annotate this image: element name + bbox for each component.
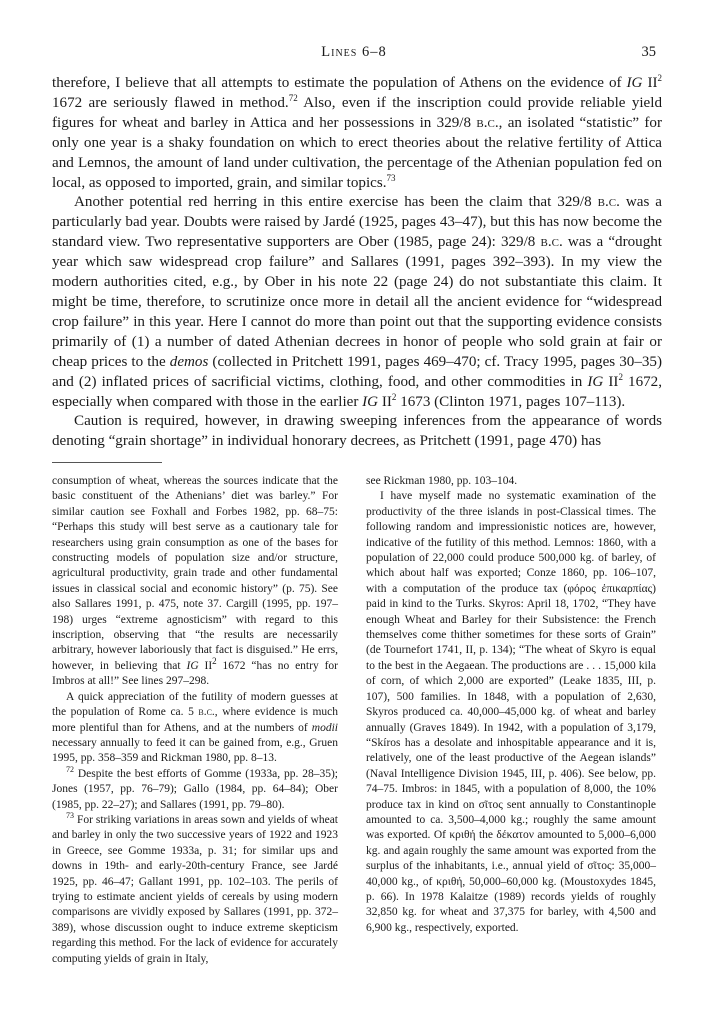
era-abbrev: b.c. [198, 706, 215, 719]
footnote-paragraph: I have myself made no systematic examination of the productivity of the three islands in post-Classical times. The following random and impressionistic notices are, however, indicative of the futility of this method. Lemnos: 1860, with a population of 22,000 could produce 500,000 kg. of barley, of which about half was exported; Conze 1860, pp. 106–107, with a computation of the produce tax (φόρος ἐπικαρπίας) paid in kind to the Turks. Skyros: April 18, 1702, “They have enough Wheat and Barley for their Subsistence: the French themselves come thither sometimes for these sorts of Grain” (de Tournefort 1741, II, p. 134); “The wheat of Skyro is equal to the best in the Aegaean. The productions are . . . 15,000 kila of corn, of which 2,000 are exported” (Leake 1835, III, p. 107), 500 families. In 1848, with a population of 2,630, Skyros produced ca. 40,000–45,000 kg. of wheat and barley annually (Graves 1849). In 1942, with a population of 3,179, “Skíros has a desolate and inhospitable appearance and it is, relatively, one of the least productive of the Aegean islands” (Naval Intelligence Division 1945, III, p. 406). See below, pp. 74–75. Imbros: in 1845, with a population of 8,000, the 10% produce tax in kind on σῖτος sent annually to Constantinople amounted to ca. 3,500–4,000 kg.; roughly the same amount was exported. Of κριθή the δέκατον amounted to 5,000–6,000 kg. and again roughly the same amount was exported from the surplus of the inhabitants, i.e., annual yield of σῖτος: 35,000–40,000 kg., of κριθή, 50,000–60,000 kg. (Moustoxydes 1845, p. 66). In 1978 Kalaitze (1989) records yields of roughly 32,850 kg. for wheat and 37,375 for barley, with 4,500 and 6,900 kg., respectively, exported. [366, 490, 656, 934]
era-abbrev: b.c. [540, 234, 563, 251]
demos-term: demos [169, 353, 209, 370]
modii-term: modii [311, 721, 338, 734]
footnotes-right-column [366, 474, 656, 936]
inscription-ref: IG [587, 373, 604, 390]
era-abbrev: b.c. [597, 194, 620, 211]
footnote-divider [52, 462, 162, 463]
footnote-72: $^{72}$ Despite the best efforts of Gomme (1933a, pp. 28–35); Jones (1957, pp. 76–79); Gallo (1984, pp. 64–84); Ober (1985, pp. 22–27); and Sallares (1991, pp. 79–80). [52, 764, 338, 811]
inscription-ref: IG [362, 393, 379, 410]
superscript: 2 [212, 656, 217, 667]
footnote-continuation: see Rickman 1980, pp. 103–104. [366, 475, 518, 487]
footnote-continuation: consumption of wheat, whereas the sources indicate that the basic constituent of the Athenians’ diet was barley.” For similar caution see Foxhall and Forbes 1982, pp. 68–75: “Perhaps this study will best serve as a cautionary tale for researchers using grain consumption as one of the bases for constructing models of population size and/or structure, agricultural productivity, grain trade and other fundamental issues in classical social and economic history” (p. 75). See also Sallares 1991, p. 475, note 37. Cargill (1995, pp. 197–198) urges “extreme agnosticism” with regard to this inscription, observing that “the results are necessarily arbitrary, however laboriously that fact is disguised.” He errs, however, in believing that IG $II^2$ 1672 “has no entry for Imbros at all!” See lines 297–298. [52, 475, 338, 688]
footnote-number: 73 [66, 811, 74, 821]
footnote-73: $^{73}$ For striking variations in areas sown and yields of wheat and barley in only the two successive years of 1922 and 1923 in Greece, see Gomme 1933a, p. 31; for similar ups and downs in 19th- and early-20th-century France, see Jardé 1925, pp. 46–47; Gallant 1991, pp. 102–103. The perils of trying to estimate ancient yields of cereals by using modern comparisons are vividly exposed by Sallares (1991, pp. 372–389), whose discussion ought to induce extreme skepticism regarding this method. For the lack of evidence for accurately computing yields of grain in Italy, [52, 811, 338, 965]
inscription-ref: IG [626, 75, 643, 91]
body-paragraph-1: therefore, I believe that all attempts to estimate the population of Athens on the evidence of IG $II^2$ 1672 are seriously flawed in method.$^{72}$ Also, even if the inscription could provide reliable yield figures for wheat and barley in Attica and her possessions in 329/8 b.c., an isolated “statistic” for only one year is a shaky foundation on which to erect theories about the relative fertility of Attica and Lemnos, the amount of land under cultivation, the percentage of the Athenian population fed on local, as opposed to imported, grain, and similar topics.$^{73}$ [52, 72, 663, 191]
superscript: 2 [618, 371, 623, 382]
superscript: 2 [391, 391, 397, 402]
footnote-paragraph: A quick appreciation of the futility of modern guesses at the population of Rome ca. 5 b.c., where evidence is much more plentiful than for Athens, and at the numbers of modii necessary annually to feed it can be gained from, e.g., Gruen 1995, pp. 358–359 and Rickman 1980, pp. 8–13. [52, 690, 338, 765]
superscript: 2 [657, 72, 662, 83]
footnotes-left-column [52, 474, 338, 967]
inscription-ref: IG [186, 659, 199, 672]
page-number: 35 [641, 44, 656, 60]
footnote-number: 72 [66, 764, 74, 774]
footnote-ref-73[interactable]: 73 [386, 172, 396, 183]
page-header [52, 44, 656, 66]
body-paragraph-3: Caution is required, however, in drawing sweeping inferences from the appearance of words denoting “grain shortage” in individual honorary decrees, as Pritchett (1991, page 470) has [52, 413, 662, 450]
main-text [52, 74, 662, 452]
era-abbrev: b.c. [476, 114, 499, 131]
running-head: Lines 6–8 [321, 44, 387, 60]
footnote-ref-72[interactable]: 72 [288, 92, 298, 103]
body-paragraph-2: Another potential red herring in this entire exercise has been the claim that 329/8 b.c. was a particularly bad year. Doubts were raised by Jardé (1925, pages 43–47), but this has now become the standard view. Two representative supporters are Ober (1985, page 24): 329/8 b.c. was a “drought year which saw widespread crop failure” and Sallares (1991, pages 392–393). In my view the modern authorities cited, e.g., by Ober in his note 22 (page 24) do not substantiate this claim. It might be time, therefore, to scrutinize once more in detail all the ancient evidence for “widespread crop failure” in this year. Here I cannot do more than point out that the supporting evidence consists primarily of (1) a number of dated Athenian decrees in honor of people who sold grain at fair or cheap prices to the demos (collected in Pritchett 1991, pages 469–470; cf. Tracy 1995, pages 30–35) and (2) inflated prices of sacrificial victims, clothing, food, and other commodities in IG $II^2$ 1672, especially when compared with those in the earlier IG $II^2$ 1673 (Clinton 1971, pages 107–113). [52, 194, 662, 410]
